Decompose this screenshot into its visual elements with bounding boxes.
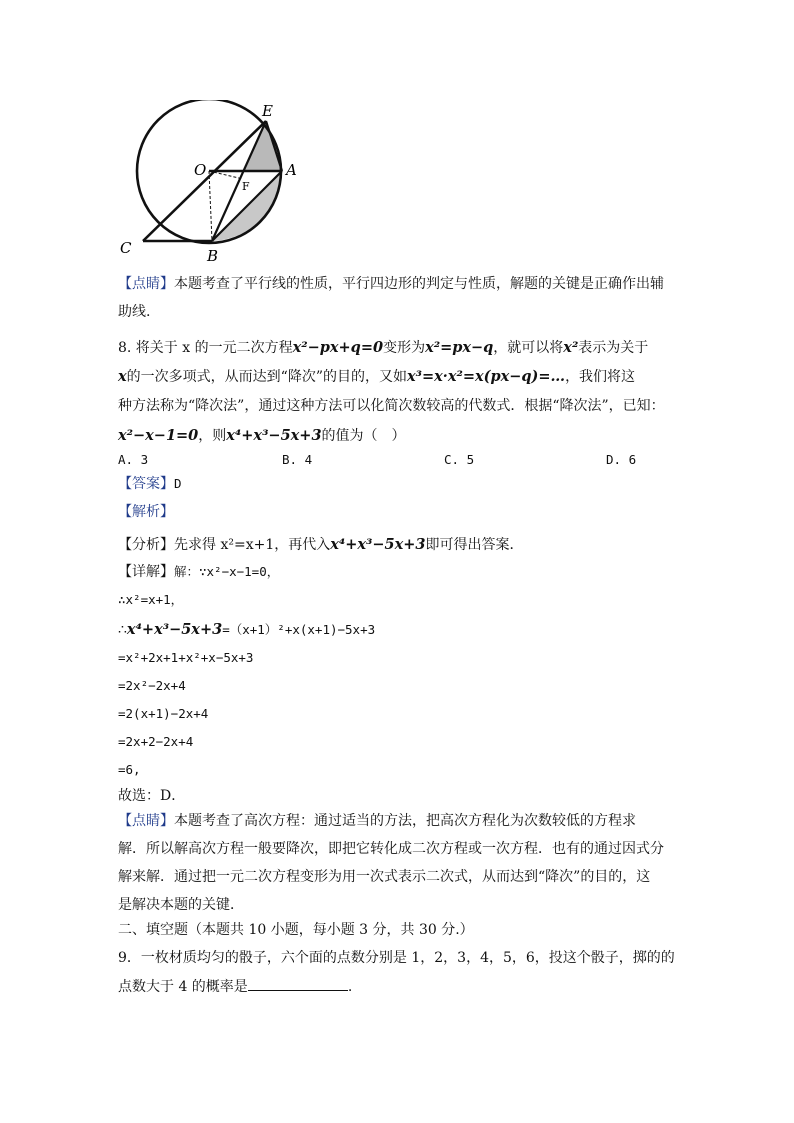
detail-line5: =2x²−2x+4 bbox=[118, 678, 186, 693]
option-c: C. 5 bbox=[444, 452, 475, 467]
eq-quadratic: x²−px+q=0 bbox=[292, 339, 384, 356]
q8-line3: 种方法称为“降次法”，通过这种方法可以化简次数较高的代数式．根据“降次法”，已知： bbox=[118, 398, 665, 414]
geometry-figure bbox=[110, 100, 320, 265]
answer-tag: 【答案】 bbox=[118, 476, 174, 492]
fenxi-tag: 【分析】 bbox=[118, 537, 174, 553]
option-b: B. 4 bbox=[282, 452, 313, 467]
detail-line8: =6, bbox=[118, 762, 141, 777]
option-d: D. 6 bbox=[606, 452, 637, 467]
detail-line7: =2x+2−2x+4 bbox=[118, 734, 194, 749]
label-B: B bbox=[207, 247, 219, 265]
eq-x-cubed: x³=x·x²=x(px−q)=… bbox=[406, 368, 566, 385]
note7-line2: 助线. bbox=[118, 304, 151, 320]
answer-value: D bbox=[174, 476, 182, 491]
section-heading: 二、填空题（本题共 10 小题，每小题 3 分，共 30 分.） bbox=[118, 922, 474, 938]
label-A: A bbox=[286, 161, 297, 179]
q9-line1: 9．一枚材质均匀的骰子，六个面的点数分别是 1，2，3，4，5，6，投这个骰子，掷的的 bbox=[118, 950, 675, 966]
eq-x-squared: x² bbox=[563, 339, 579, 356]
answer-line bbox=[118, 474, 182, 494]
fenxi-eq: x⁴+x³−5x+3 bbox=[330, 536, 426, 553]
eq-x: x bbox=[118, 368, 127, 385]
detail-line3: ∴x⁴+x³−5x+3=（x+1）²+x(x+1)−5x+3 bbox=[118, 621, 376, 638]
q8-line1: 8. 将关于 x 的一元二次方程x²−px+q=0变形为x²=px−q，就可以将x²表示为关于 bbox=[118, 339, 649, 356]
note8-line3: 解来解．通过把一元二次方程变形为用一次式表示二次式，从而达到“降次”的目的，这 bbox=[118, 869, 651, 885]
detail-line9: 故选：D． bbox=[118, 788, 186, 804]
eq-given: x²−x−1=0 bbox=[118, 427, 199, 444]
eq-transformed: x²=px−q bbox=[425, 339, 494, 356]
q8-line2: x的一次多项式，从而达到“降次”的目的，又如x³=x·x²=x(px−q)=…，我们将这 bbox=[118, 368, 636, 385]
dashed-OB bbox=[209, 171, 212, 241]
label-E: E bbox=[262, 102, 273, 120]
note7-tag: 【点睛】 bbox=[118, 276, 174, 292]
detail-line2: ∴x²=x+1， bbox=[118, 592, 184, 607]
detail-line1: 【详解】解：∵x²−x−1=0， bbox=[118, 564, 280, 580]
detail-line6: =2(x+1)−2x+4 bbox=[118, 706, 209, 721]
note8-tag: 【点睛】 bbox=[118, 813, 174, 829]
note7-line1: 【点睛】本题考查了平行线的性质，平行四边形的判定与性质，解题的关键是正确作出辅 bbox=[118, 276, 664, 292]
q8-line4: x²−x−1=0，则x⁴+x³−5x+3的值为（ ） bbox=[118, 427, 406, 444]
analysis-tag: 【解析】 bbox=[118, 504, 174, 520]
eq-target: x⁴+x³−5x+3 bbox=[226, 427, 322, 444]
answer-blank[interactable] bbox=[248, 976, 348, 991]
label-O: O bbox=[194, 161, 207, 179]
detail-line4: =x²+2x+1+x²+x−5x+3 bbox=[118, 650, 254, 665]
fenxi-line: 【分析】先求得 x²=x+1，再代入x⁴+x³−5x+3即可得出答案． bbox=[118, 536, 524, 553]
label-C: C bbox=[120, 239, 132, 257]
label-F: F bbox=[242, 180, 250, 193]
detail-tag: 【详解】 bbox=[118, 564, 174, 580]
note8-line4: 是解决本题的关键． bbox=[118, 897, 244, 913]
option-a: A. 3 bbox=[118, 452, 149, 467]
note8-line2: 解．所以解高次方程一般要降次，即把它转化成二次方程或一次方程．也有的通过因式分 bbox=[118, 841, 664, 857]
q9-line2: 点数大于 4 的概率是 . bbox=[118, 976, 352, 997]
note8-line1: 【点睛】本题考查了高次方程：通过适当的方法，把高次方程化为次数较低的方程求 bbox=[118, 813, 636, 829]
